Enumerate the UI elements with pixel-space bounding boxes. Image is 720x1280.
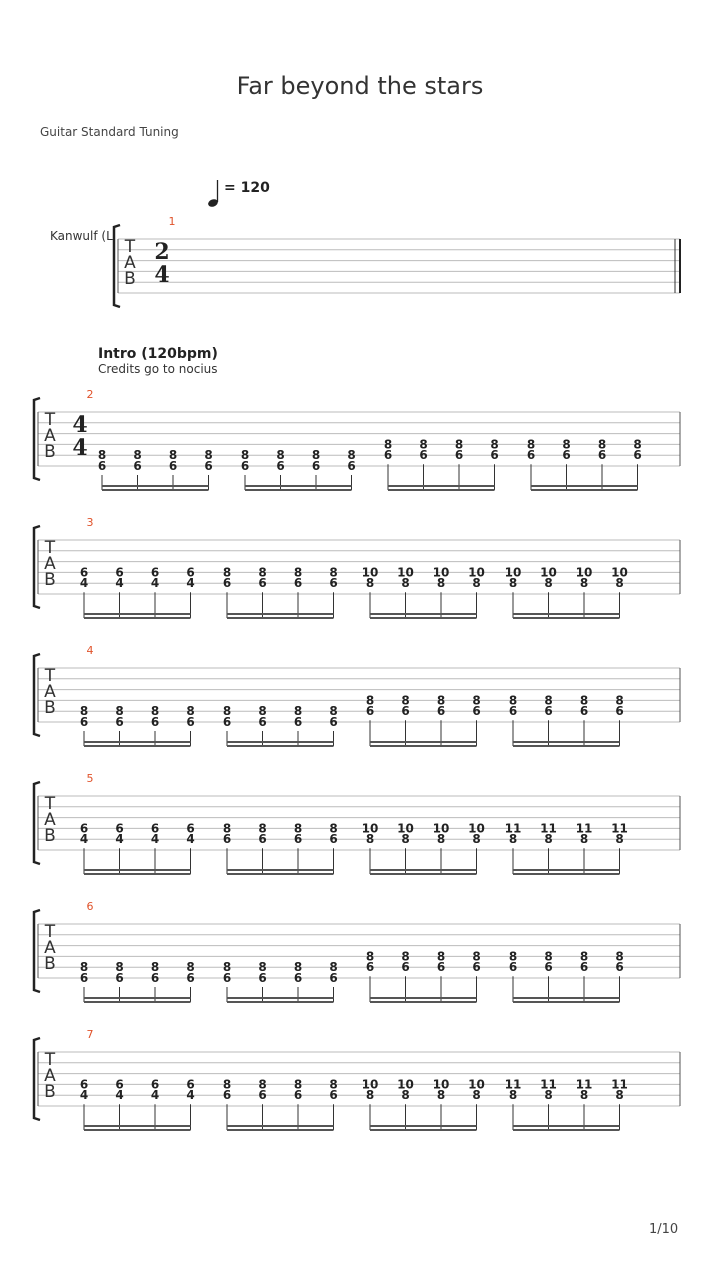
fret-number: 10 (468, 565, 485, 580)
fret-number: 8 (347, 448, 356, 463)
time-signature-top: 2 (154, 239, 170, 265)
tab-clef-letter: A (44, 1066, 56, 1086)
tab-clef-letter: T (44, 794, 56, 814)
fret-number: 11 (540, 821, 557, 836)
measure-number: 5 (86, 772, 94, 785)
fret-number: 8 (329, 821, 338, 836)
fret-number: 8 (293, 704, 303, 719)
tab-clef-letter: B (44, 698, 56, 718)
fret-number: 10 (575, 565, 593, 580)
fret-number: 10 (397, 565, 414, 580)
fret-number: 10 (432, 1077, 450, 1092)
fret-number: 6 (150, 565, 160, 580)
fret-number: 6 (222, 715, 232, 729)
tab-clef-letter: B (124, 269, 136, 289)
fret-number: 6 (115, 821, 124, 836)
fret-number: 8 (133, 448, 142, 463)
fret-number: 8 (240, 448, 250, 463)
fret-number: 8 (579, 949, 589, 964)
fret-number: 8 (544, 832, 553, 847)
fret-number: 8 (544, 949, 553, 964)
fret-number: 11 (611, 1077, 628, 1092)
fret-number: 6 (97, 459, 107, 473)
fret-number: 6 (472, 704, 481, 719)
fret-number: 8 (401, 832, 410, 847)
fret-number: 8 (526, 437, 536, 452)
fret-number: 8 (222, 565, 232, 580)
fret-number: 6 (329, 971, 338, 985)
fret-number: 8 (472, 576, 481, 591)
system-bracket (34, 1038, 40, 1120)
fret-number: 4 (115, 576, 124, 591)
fret-number: 4 (150, 832, 160, 847)
fret-number: 8 (597, 437, 607, 452)
fret-number: 6 (168, 459, 178, 473)
time-signature-bottom: 4 (72, 435, 88, 461)
fret-number: 8 (472, 1088, 481, 1103)
fret-number: 6 (258, 971, 267, 985)
tab-clef-letter: B (44, 826, 56, 846)
fret-number: 8 (365, 1088, 375, 1103)
fret-number: 6 (293, 715, 303, 729)
section-label: Intro (120bpm) (98, 346, 218, 362)
fret-number: 10 (504, 565, 522, 580)
fret-number: 10 (432, 821, 450, 836)
fret-number: 6 (347, 459, 356, 473)
fret-number: 6 (276, 459, 285, 473)
tab-clef-letter: A (44, 810, 56, 830)
fret-number: 4 (115, 1088, 124, 1103)
measure-number: 4 (86, 644, 94, 657)
fret-number: 4 (150, 576, 160, 591)
fret-number: 6 (436, 960, 446, 975)
fret-number: 8 (436, 693, 446, 708)
tab-clef-letter: A (44, 682, 56, 702)
fret-number: 6 (454, 448, 464, 463)
fret-number: 6 (436, 704, 446, 719)
tab-clef-letter: A (44, 938, 56, 958)
fret-number: 6 (401, 704, 410, 719)
fret-number: 10 (361, 821, 379, 836)
fret-number: 8 (115, 960, 124, 975)
fret-number: 8 (490, 437, 499, 452)
tab-clef-letter: T (44, 410, 56, 430)
fret-number: 6 (133, 459, 142, 473)
fret-number: 8 (293, 565, 303, 580)
fret-number: 6 (186, 1077, 195, 1092)
fret-number: 8 (365, 576, 375, 591)
fret-number: 8 (79, 960, 89, 975)
fret-number: 4 (79, 832, 89, 847)
fret-number: 6 (293, 832, 303, 847)
system-bracket (34, 398, 40, 480)
fret-number: 8 (508, 832, 518, 847)
tab-clef-letter: B (44, 570, 56, 590)
fret-number: 8 (222, 821, 232, 836)
fret-number: 8 (222, 1077, 232, 1092)
fret-number: 6 (186, 565, 195, 580)
fret-number: 6 (329, 832, 338, 847)
fret-number: 6 (401, 960, 410, 975)
fret-number: 4 (79, 1088, 89, 1103)
fret-number: 6 (633, 448, 642, 463)
fret-number: 6 (329, 1088, 338, 1103)
fret-number: 8 (508, 693, 518, 708)
fret-number: 6 (115, 565, 124, 580)
fret-number: 10 (361, 1077, 379, 1092)
fret-number: 8 (579, 693, 589, 708)
fret-number: 8 (615, 949, 624, 964)
fret-number: 6 (222, 576, 232, 591)
fret-number: 8 (97, 448, 107, 463)
fret-number: 11 (611, 821, 628, 836)
fret-number: 8 (419, 437, 428, 452)
fret-number: 8 (329, 1077, 338, 1092)
fret-number: 8 (258, 960, 267, 975)
fret-number: 4 (186, 832, 195, 847)
fret-number: 8 (544, 693, 553, 708)
fret-number: 6 (579, 704, 589, 719)
fret-number: 6 (508, 704, 518, 719)
fret-number: 6 (544, 704, 553, 719)
time-signature-top: 4 (72, 412, 88, 438)
tab-clef-letter: T (44, 666, 56, 686)
tuning-label: Guitar Standard Tuning (40, 125, 179, 139)
fret-number: 6 (258, 832, 267, 847)
fret-number: 6 (204, 459, 213, 473)
fret-number: 8 (615, 832, 624, 847)
fret-number: 8 (186, 704, 195, 719)
fret-number: 8 (168, 448, 178, 463)
fret-number: 8 (615, 576, 624, 591)
tab-clef-letter: T (44, 1050, 56, 1070)
fret-number: 6 (419, 448, 428, 463)
fret-number: 6 (508, 960, 518, 975)
fret-number: 10 (397, 821, 414, 836)
tab-clef-letter: A (124, 253, 136, 273)
fret-number: 8 (276, 448, 285, 463)
fret-number: 8 (186, 960, 195, 975)
measure-number: 2 (86, 388, 94, 401)
fret-number: 10 (432, 565, 450, 580)
fret-number: 6 (79, 821, 89, 836)
fret-number: 6 (222, 1088, 232, 1103)
fret-number: 8 (579, 576, 589, 591)
fret-number: 6 (258, 715, 267, 729)
fret-number: 8 (508, 1088, 518, 1103)
fret-number: 8 (579, 1088, 589, 1103)
fret-number: 8 (293, 960, 303, 975)
fret-number: 8 (579, 832, 589, 847)
fret-number: 10 (468, 821, 485, 836)
fret-number: 8 (436, 949, 446, 964)
fret-number: 8 (311, 448, 321, 463)
fret-number: 6 (186, 821, 195, 836)
measure-number: 1 (168, 215, 176, 228)
fret-number: 6 (79, 1077, 89, 1092)
fret-number: 6 (115, 715, 124, 729)
credits-text: Credits go to nocius (98, 362, 218, 376)
fret-number: 8 (258, 821, 267, 836)
fret-number: 4 (186, 576, 195, 591)
fret-number: 6 (579, 960, 589, 975)
fret-number: 8 (222, 960, 232, 975)
fret-number: 6 (329, 576, 338, 591)
tab-clef-letter: T (44, 538, 56, 558)
fret-number: 6 (258, 576, 267, 591)
fret-number: 8 (293, 821, 303, 836)
fret-number: 4 (115, 832, 124, 847)
fret-number: 6 (544, 960, 553, 975)
measure-number: 7 (86, 1028, 94, 1041)
fret-number: 8 (544, 1088, 553, 1103)
fret-number: 6 (186, 971, 195, 985)
fret-number: 4 (79, 576, 89, 591)
fret-number: 6 (472, 960, 481, 975)
fret-number: 6 (150, 821, 160, 836)
fret-number: 6 (383, 448, 393, 463)
fret-number: 8 (472, 832, 481, 847)
fret-number: 8 (401, 576, 410, 591)
fret-number: 8 (436, 1088, 446, 1103)
fret-number: 6 (186, 715, 195, 729)
fret-number: 8 (436, 832, 446, 847)
fret-number: 6 (79, 971, 89, 985)
fret-number: 8 (454, 437, 464, 452)
fret-number: 8 (615, 1088, 624, 1103)
fret-number: 8 (401, 1088, 410, 1103)
fret-number: 6 (240, 459, 250, 473)
fret-number: 6 (293, 1088, 303, 1103)
fret-number: 11 (504, 1077, 522, 1092)
fret-number: 10 (468, 1077, 485, 1092)
tab-clef-letter: B (44, 442, 56, 462)
fret-number: 11 (575, 1077, 593, 1092)
tab-clef-letter: T (44, 922, 56, 942)
fret-number: 6 (293, 971, 303, 985)
fret-number: 8 (472, 693, 481, 708)
fret-number: 6 (150, 715, 160, 729)
fret-number: 8 (258, 565, 267, 580)
fret-number: 8 (508, 949, 518, 964)
fret-number: 8 (401, 949, 410, 964)
fret-number: 8 (79, 704, 89, 719)
fret-number: 8 (150, 704, 160, 719)
fret-number: 6 (150, 1077, 160, 1092)
fret-number: 8 (508, 576, 518, 591)
fret-number: 6 (365, 960, 375, 975)
fret-number: 8 (544, 576, 553, 591)
fret-number: 11 (504, 821, 522, 836)
fret-number: 6 (597, 448, 607, 463)
fret-number: 6 (329, 715, 338, 729)
tab-clef-letter: B (44, 954, 56, 974)
fret-number: 8 (615, 693, 624, 708)
fret-number: 10 (361, 565, 379, 580)
system-bracket (34, 910, 40, 992)
fret-number: 6 (115, 971, 124, 985)
fret-number: 11 (575, 821, 593, 836)
system-bracket (114, 225, 120, 307)
system-bracket (34, 654, 40, 736)
tab-clef-letter: A (44, 554, 56, 574)
fret-number: 8 (365, 949, 375, 964)
song-title: Far beyond the stars (236, 72, 484, 100)
fret-number: 8 (204, 448, 213, 463)
fret-number: 4 (186, 1088, 195, 1103)
fret-number: 6 (311, 459, 321, 473)
system-bracket (34, 526, 40, 608)
fret-number: 8 (329, 960, 338, 975)
fret-number: 10 (540, 565, 557, 580)
fret-number: 6 (79, 715, 89, 729)
fret-number: 8 (258, 704, 267, 719)
page-number: 1/10 (649, 1222, 679, 1237)
tempo-marking: = 120 (224, 180, 270, 196)
fret-number: 8 (150, 960, 160, 975)
fret-number: 8 (365, 832, 375, 847)
fret-number: 8 (472, 949, 481, 964)
tab-clef-letter: B (44, 1082, 56, 1102)
fret-number: 6 (490, 448, 499, 463)
fret-number: 10 (397, 1077, 414, 1092)
fret-number: 8 (293, 1077, 303, 1092)
fret-number: 10 (611, 565, 628, 580)
fret-number: 6 (615, 960, 624, 975)
fret-number: 8 (401, 693, 410, 708)
fret-number: 4 (150, 1088, 160, 1103)
fret-number: 11 (540, 1077, 557, 1092)
fret-number: 8 (329, 704, 338, 719)
track-name: Kanwulf (L (50, 229, 113, 243)
fret-number: 8 (258, 1077, 267, 1092)
fret-number: 8 (436, 576, 446, 591)
fret-number: 6 (562, 448, 571, 463)
fret-number: 8 (329, 565, 338, 580)
fret-number: 8 (222, 704, 232, 719)
fret-number: 6 (222, 832, 232, 847)
measure-number: 6 (86, 900, 94, 913)
fret-number: 6 (615, 704, 624, 719)
fret-number: 6 (258, 1088, 267, 1103)
fret-number: 6 (115, 1077, 124, 1092)
system-bracket (34, 782, 40, 864)
tab-clef-letter: A (44, 426, 56, 446)
fret-number: 6 (79, 565, 89, 580)
fret-number: 6 (150, 971, 160, 985)
fret-number: 6 (293, 576, 303, 591)
fret-number: 6 (222, 971, 232, 985)
fret-number: 6 (365, 704, 375, 719)
fret-number: 8 (633, 437, 642, 452)
tab-clef-letter: T (124, 237, 136, 257)
fret-number: 8 (115, 704, 124, 719)
fret-number: 8 (365, 693, 375, 708)
fret-number: 6 (526, 448, 536, 463)
time-signature-bottom: 4 (154, 262, 170, 288)
fret-number: 8 (383, 437, 393, 452)
fret-number: 8 (562, 437, 571, 452)
measure-number: 3 (86, 516, 94, 529)
